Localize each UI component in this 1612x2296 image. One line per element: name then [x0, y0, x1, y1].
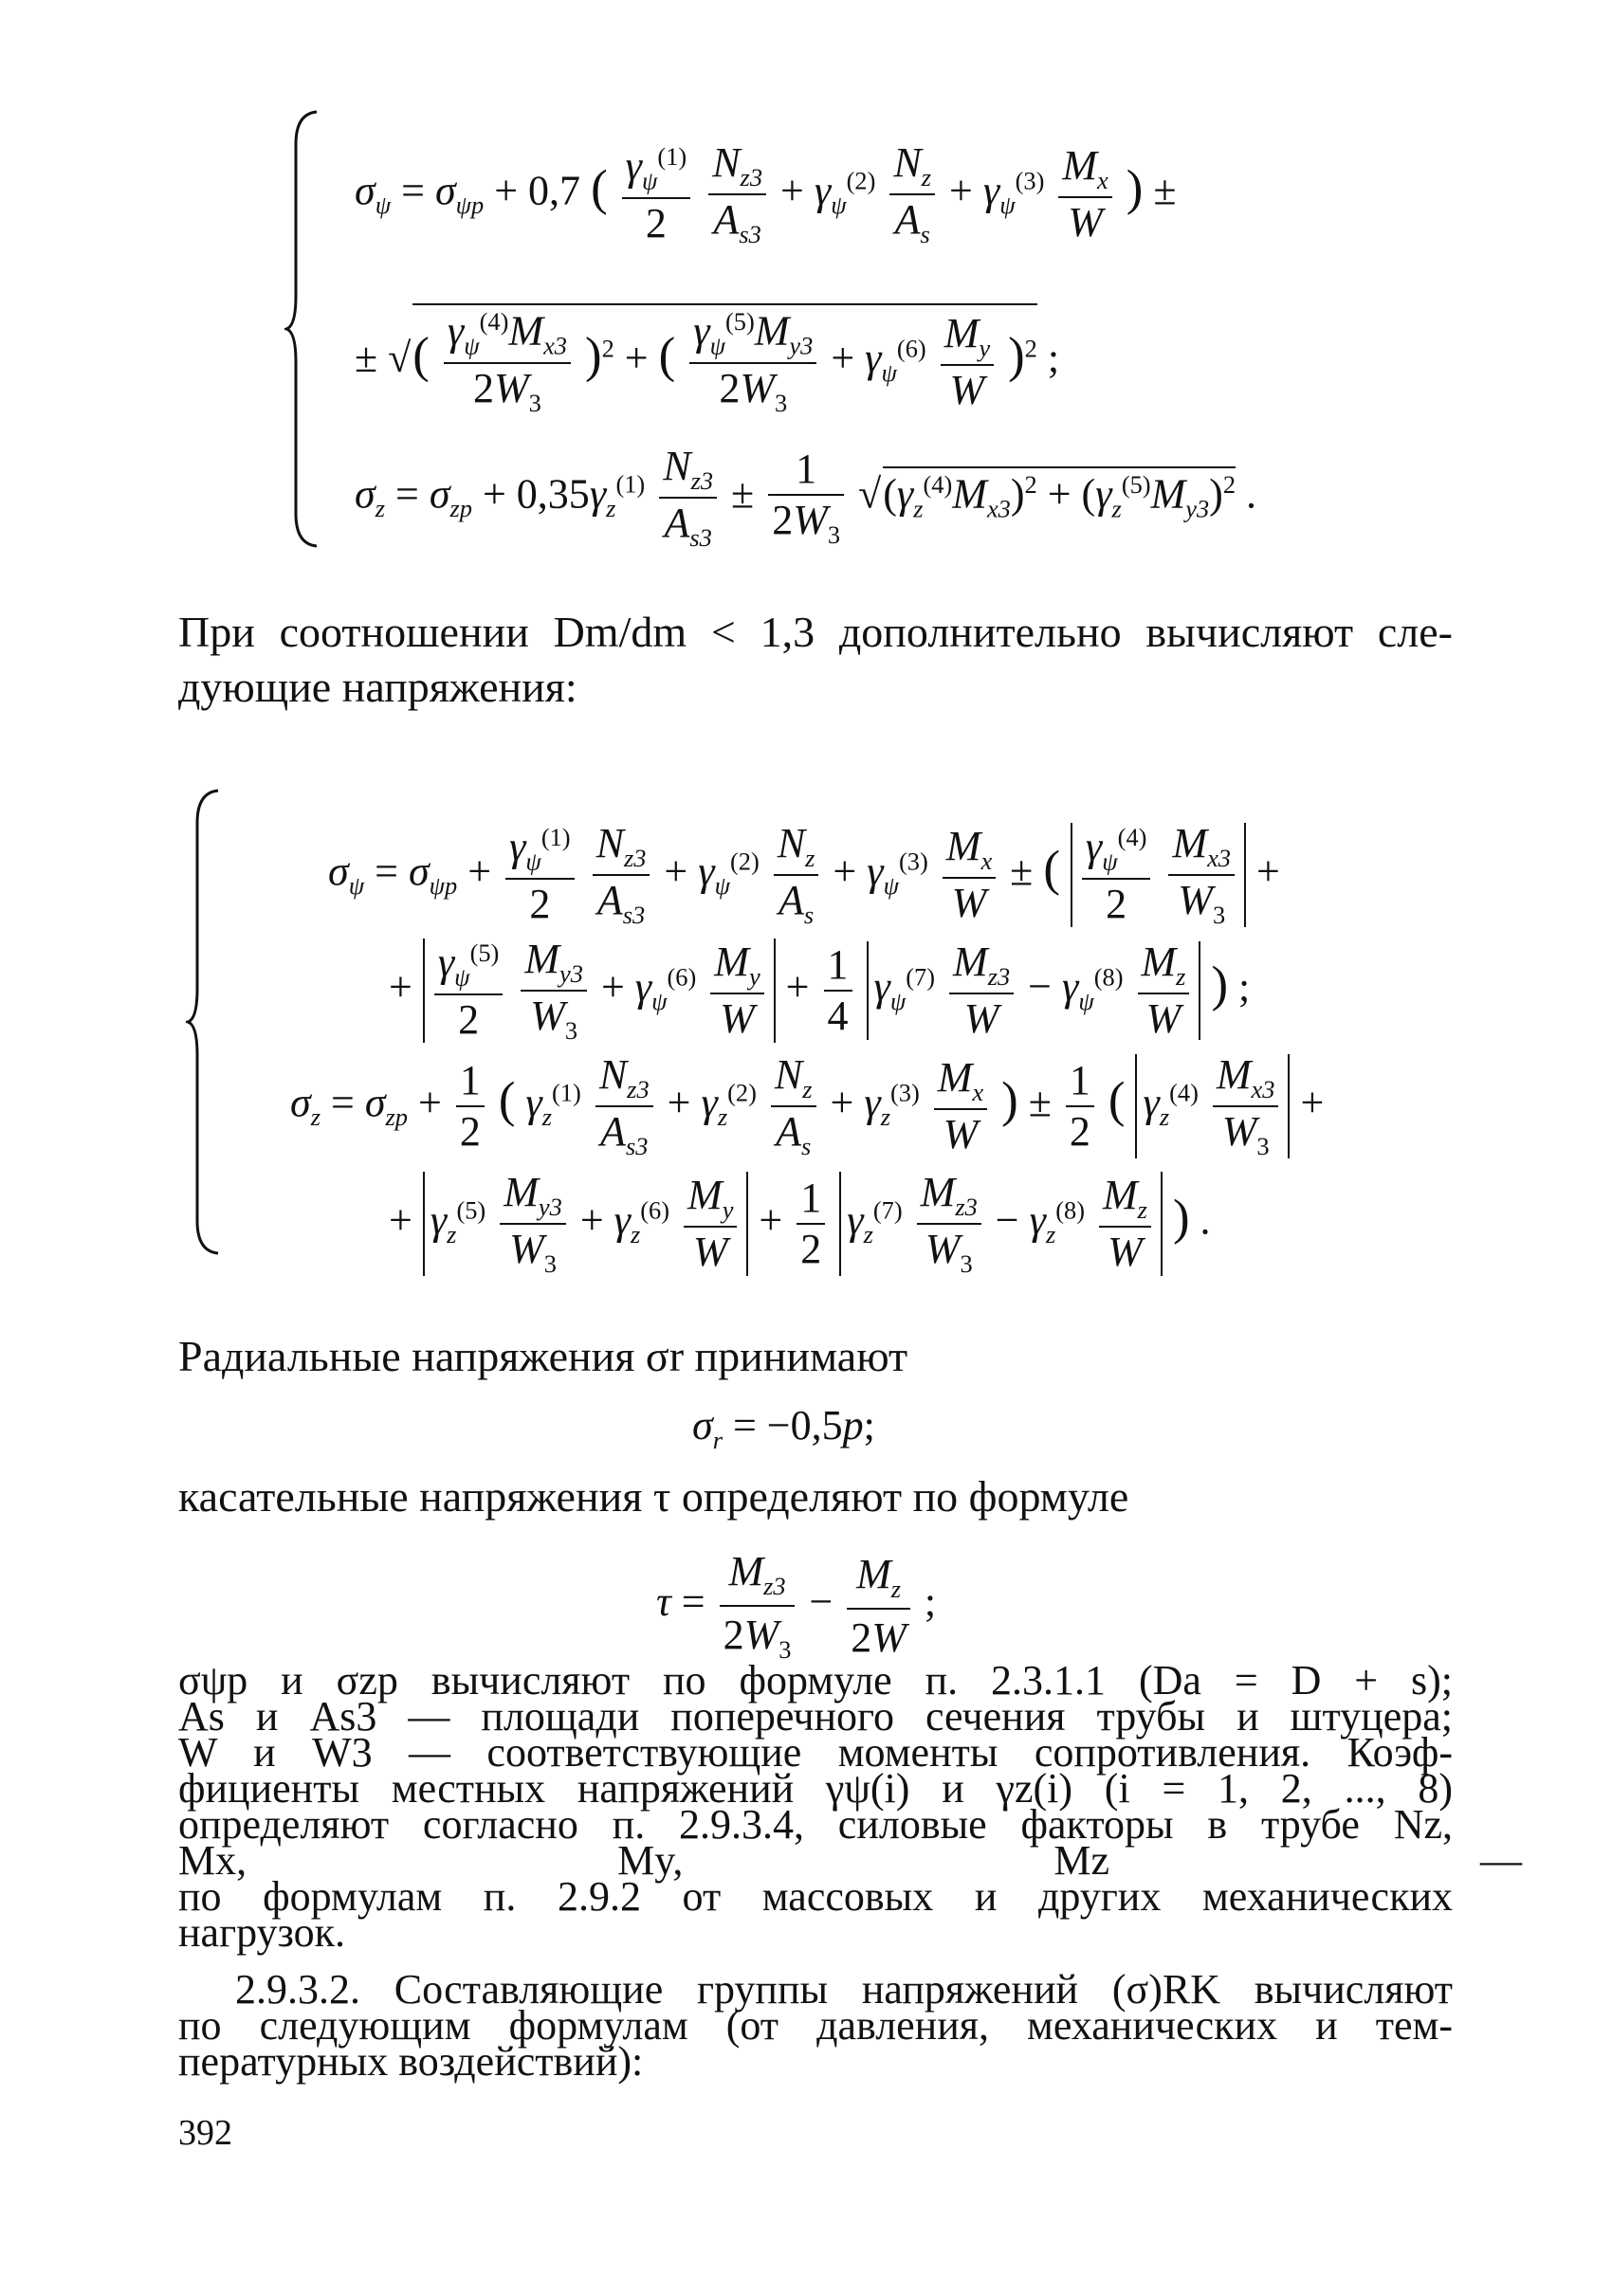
tangential-stress-text [178, 1469, 1128, 1524]
equation-sigma-psi-part2: ± √( $\frac{\gamma_\psi^{(4)}M_{x3}}{2W_3}$ )$^2$ + ( $\frac{\gamma_\psi^{(5)}M_{y3}}{2W_3}$ + $\gamma_\psi^{(6)}$ $\frac{M_y}{W}$ )$^2$ ; [355, 303, 1059, 415]
equation-sigma-z-system-2-part1: $\sigma_z = \sigma_{zp}$ + $\frac{1}{2}$ ( $\gamma_z^{(1)}$ $\frac{N_{z3}}{A_{s3}}$ + $\gamma_z^{(2)}$ $\frac{N_z}{A_s}$ + $\gamma_z^{(3)}$ $\frac{M_x}{W}$ ) ± $\frac{1}{2}$ ( $\gamma_z^{(4)}$ $\frac{M_{x3}}{W_3}$ + [290, 1051, 1325, 1160]
radial-stress-text [178, 1329, 907, 1384]
left-brace-system-1 [284, 106, 322, 552]
eq-text-1 [0, 0, 1, 1]
definitions-line-4: фициенты местных напряжений γψ(i) и γz(i) (i = 1, 2, ..., 8) [178, 1765, 1453, 1812]
equation-sigma-psi-part1: $\sigma_\psi = \sigma_{\psi p} + 0,7$ ( $\frac{\gamma_\psi^{(1)}}{2}$ $\frac{N_{z3}}{A_{s3}}$ + $\gamma_\psi^{(2)}$ $\frac{N_z}{A_s}$ + $\gamma_\psi^{(3)}$ $\frac{M_x}{W}$ ) ± [355, 139, 1177, 248]
section-line-3: пературных воздействий): [178, 2038, 644, 2085]
section-line-1: 2.9.3.2. Составляющие группы напряжений (σ)RK вычисляют [235, 1966, 1453, 2013]
radial-stress-line: Радиальные напряжения σr принимают [178, 1332, 908, 1380]
definitions-line-7: по формулам п. 2.9.2 от массовых и других механических [178, 1873, 1453, 1920]
paragraph-definitions [178, 1657, 1523, 1956]
equation-sigma-psi-system-2-part1: $\sigma_\psi = \sigma_{\psi p}$ + $\frac{\gamma_\psi^{(1)}}{2}$ $\frac{N_{z3}}{A_{s3}}$ + $\gamma_\psi^{(2)}$ $\frac{N_z}{A_s}$ + $\gamma_\psi^{(3)}$ $\frac{M_x}{W}$ ± ( $\frac{\gamma_\psi^{(4)}}{2}$ $\frac{M_{x3}}{W_3}$ + [328, 820, 1280, 929]
definitions-line-5: определяют согласно п. 2.9.3.4, силовые факторы в трубе Nz, [178, 1801, 1453, 1848]
definitions-line-8: нагрузок. [178, 1909, 346, 1956]
left-brace-system-2 [186, 785, 224, 1259]
radial-stress-equation: $\sigma_r = -0,5p$; [692, 1402, 875, 1454]
section-line-2: по следующим формулам (от давления, механических и тем- [178, 2002, 1453, 2049]
paragraph-section-2-9-3-2 [178, 1966, 1453, 2085]
tangential-stress-line: касательные напряжения τ определяют по формуле [178, 1472, 1129, 1521]
definitions-line-3: W и W3 — соответствующие моменты сопротивления. Коэф- [178, 1729, 1453, 1776]
definitions-line-6: Mx, My, Mz — [178, 1837, 1523, 1884]
paragraph-condition-line-1: При соотношении Dm/dm < 1,3 дополнительно вычисляют сле- [178, 608, 1453, 656]
page-number: 392 [178, 2113, 232, 2153]
equation-text-source [0, 0, 1, 1]
tau-equation: τ = $\frac{M_{z3}}{2W_3}$ − $\frac{M_z}{2W}$ ; [656, 1548, 937, 1664]
definitions-line-2: As и As3 — площади поперечного сечения трубы и штуцера; [178, 1693, 1453, 1740]
equation-sigma-z-system-2-part2: + $\gamma_z^{(5)}$ $\frac{M_{y3}}{W_3}$ + $\gamma_z^{(6)}$ $\frac{M_y}{W}$ + $\frac{1}{2}$ $\gamma_z^{(7)}$ $\frac{M_{z3}}{W_3}$ − $\gamma_z^{(8)}$ $\frac{M_z}{W}$ ) . [389, 1169, 1211, 1278]
paragraph-condition [178, 605, 1453, 715]
definitions-line-1: σψp и σzp вычисляют по формуле п. 2.3.1.1 (Da = D + s); [178, 1657, 1453, 1704]
paragraph-condition-line-2: дующие напряжения: [178, 663, 577, 711]
equation-sigma-z-system-1: $\sigma_z = \sigma_{zp} + 0,35\gamma_z^{(1)}$ $\frac{N_{z3}}{A_{s3}}$ ± $\frac{1}{2W_3}$ $√(\gamma_z^{(4)}M_{x3})^2 + (\gamma_z^{(5)}M_{y3})^2$ . [355, 443, 1257, 552]
equation-sigma-psi-system-2-part2: + $\frac{\gamma_\psi^{(5)}}{2}$ $\frac{M_{y3}}{W_3}$ + $\gamma_\psi^{(6)}$ $\frac{M_y}{W}$ + $\frac{1}{4}$ $\gamma_\psi^{(7)}$ $\frac{M_{z3}}{W}$ − $\gamma_\psi^{(8)}$ $\frac{M_z}{W}$ ) ; [389, 936, 1251, 1045]
